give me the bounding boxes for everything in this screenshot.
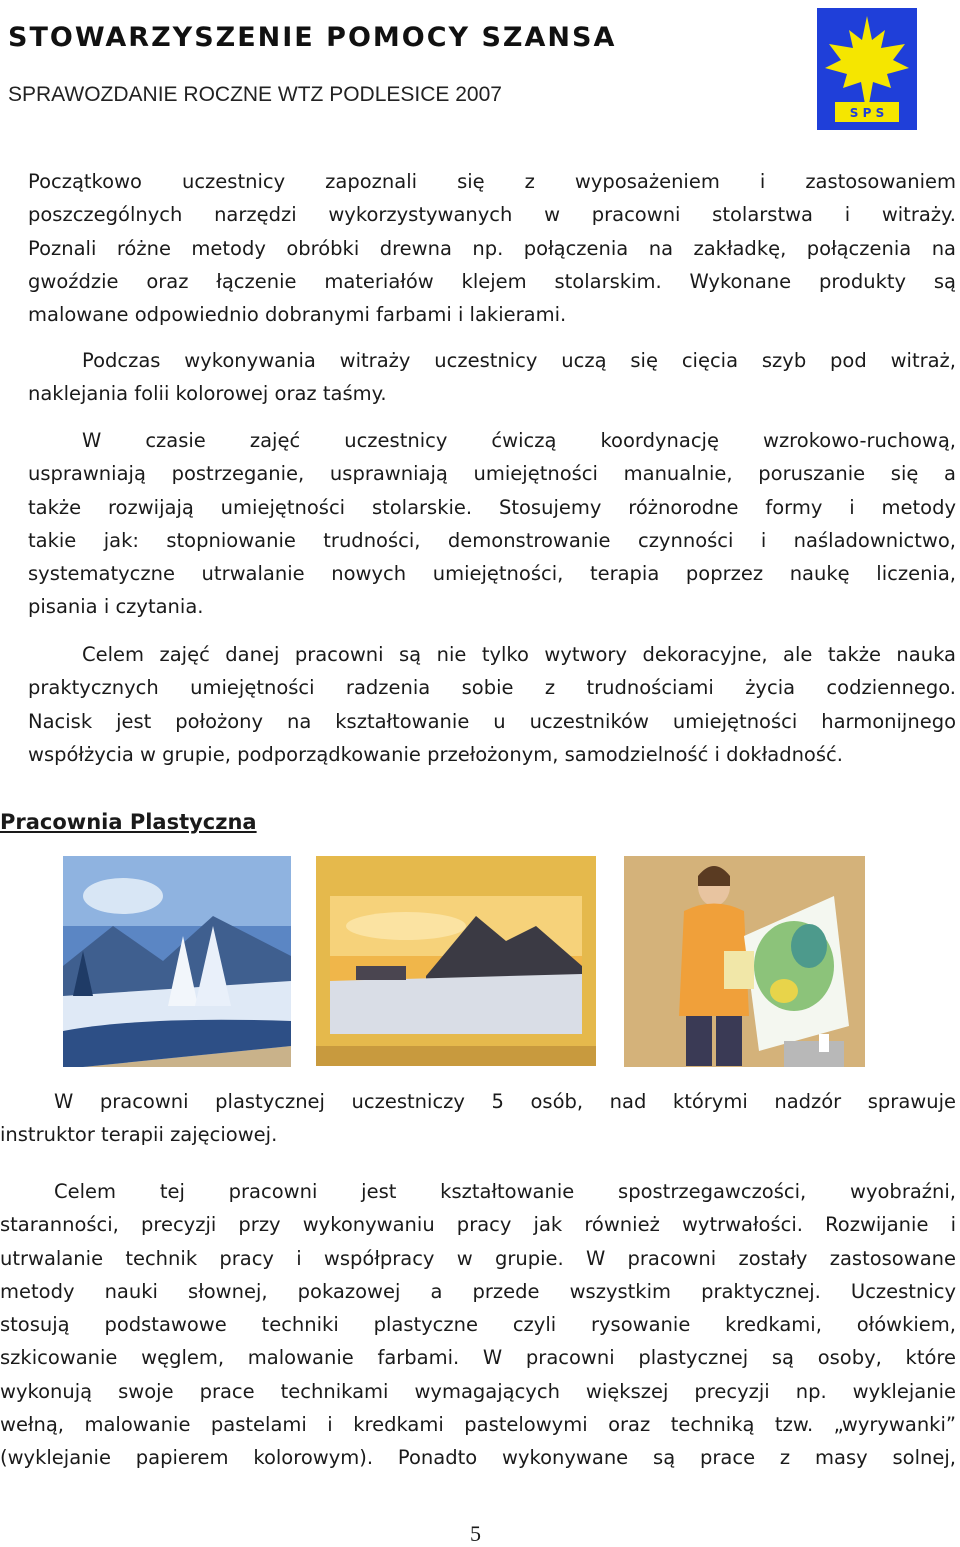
text-line: wykonują swoje prace technikami wymagających większej precyzji np. wyklejanie [0, 1379, 956, 1403]
text-line: (wyklejanie papierem kolorowym). Ponadto wykonywane są prace z masy solnej, [0, 1446, 956, 1470]
logo-letters: S P S [849, 106, 885, 120]
text-line: systematyczne utrwalanie nowych umiejętności, terapia poprzez naukę liczenia, [28, 562, 956, 586]
text-line: współżycia w grupie, podporządkowanie przełożonym, samodzielność i dokładność. [28, 742, 843, 766]
text-line: metody nauki słownej, pokazowej a przede wszystkim praktycznej. Uczestnicy [0, 1279, 956, 1303]
text-line: Początkowo uczestnicy zapoznali się z wyposażeniem i zastosowaniem [28, 170, 956, 193]
text-line: instruktor terapii zajęciowej. [0, 1123, 278, 1147]
photo-winter-painting [63, 856, 291, 1067]
text-line: usprawniają postrzeganie, usprawniają umiejętności manualnie, poruszanie się a [28, 462, 956, 486]
organization-logo [817, 8, 917, 130]
text-line: praktycznych umiejętności radzenia sobie z trudnościami życia codziennego. [28, 676, 956, 700]
text-line: Poznali różne metody obróbki drewna np. połączenia na zakładkę, połączenia na [28, 236, 956, 260]
section-heading: Pracownia Plastyczna [0, 810, 257, 834]
text-line: szkicowanie węglem, malowanie farbami. W pracowni plastycznej są osoby, które [0, 1346, 956, 1370]
text-line: Nacisk jest położony na kształtowanie u uczestników umiejętności harmonijnego [28, 709, 956, 733]
text-line: stosują podstawowe techniki plastyczne czyli rysowanie kredkami, ołówkiem, [0, 1313, 956, 1337]
organization-title: STOWARZYSZENIE POMOCY SZANSA [8, 22, 617, 53]
paragraph-goals [28, 638, 956, 771]
photo-sunset-painting [316, 856, 596, 1066]
text-line: poszczególnych narzędzi wykorzystywanych w pracowni stolarstwa i witraży. [28, 203, 956, 227]
text-line: malowane odpowiednio dobranymi farbami i lakierami. [28, 303, 567, 327]
text-line: W pracowni plastycznej uczestniczy 5 osób, nad którymi nadzór sprawuje [54, 1090, 956, 1113]
text-line: także rozwijają umiejętności stolarskie. Stosujemy różnorodne formy i metody [28, 495, 956, 519]
paragraph-exercises [28, 424, 956, 624]
text-line: pisania i czytania. [28, 595, 204, 619]
text-line: naklejania folii kolorowej oraz taśmy. [28, 382, 387, 406]
text-line: Celem zajęć danej pracowni są nie tylko wytwory dekoracyjne, ale także nauka [82, 643, 956, 666]
paragraph-stained-glass [28, 344, 956, 411]
report-title: SPRAWOZDANIE ROCZNE WTZ PODLESICE 2007 [8, 83, 502, 106]
text-line: staranności, precyzji przy wykonywaniu pracy jak również wytrwałości. Rozwijanie i [0, 1213, 956, 1237]
paragraph-workshop-intro [28, 165, 956, 331]
text-line: utrwalanie technik pracy i współpracy w grupie. W pracowni zostały zastosowane [0, 1246, 956, 1270]
paragraph-art-workshop-goals [0, 1175, 956, 1475]
paragraph-art-workshop-staff [0, 1085, 956, 1152]
text-line: wełną, malowanie pastelami i kredkami pastelowymi oraz techniką tzw. „wyrywanki” [0, 1413, 956, 1437]
text-line: takie jak: stopniowanie trudności, demonstrowanie czynności i naśladownictwo, [28, 528, 956, 552]
text-line: gwoździe oraz łączenie materiałów klejem stolarskim. Wykonane produkty są [28, 269, 956, 293]
text-line: Celem tej pracowni jest kształtowanie spostrzegawczości, wyobraźni, [54, 1180, 956, 1203]
photo-painter-at-easel [624, 856, 865, 1067]
text-line: W czasie zajęć uczestnicy ćwiczą koordynację wzrokowo-ruchową, [82, 429, 956, 452]
page-number: 5 [470, 1521, 481, 1546]
text-line: Podczas wykonywania witraży uczestnicy uczą się cięcia szyb pod witraż, [82, 349, 956, 372]
